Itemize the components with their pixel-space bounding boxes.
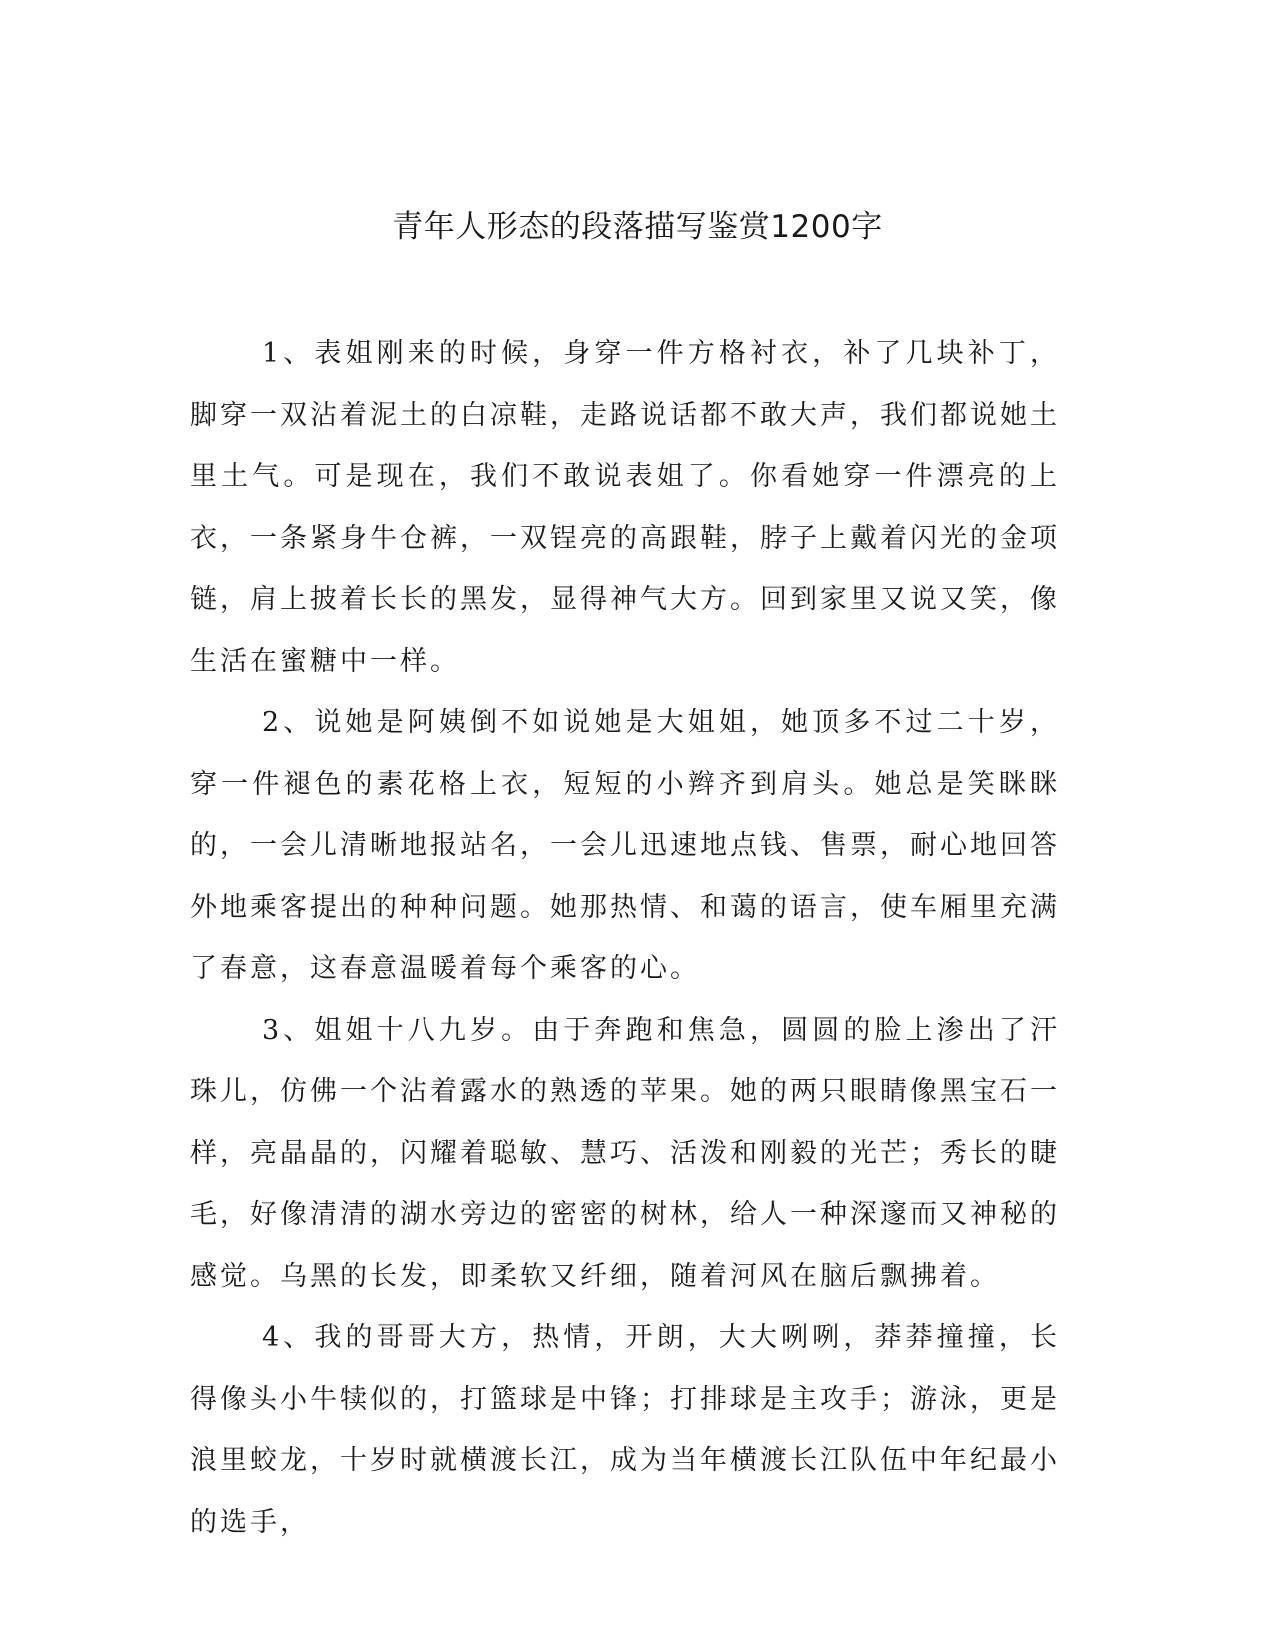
paragraph-1: 1、表姐刚来的时候，身穿一件方格衬衣，补了几块补丁，脚穿一双沾着泥土的白凉鞋，走路说话都不敢大声，我们都说她土里土气。可是现在，我们不敢说表姐了。你看她穿一件漂亮的上衣，一条紧身牛仓裤，一双锃亮的高跟鞋，脖子上戴着闪光的金项链，肩上披着长长的黑发，显得神气大方。回到家里又说又笑，像生活在蜜糖中一样。 (190, 338, 1060, 677)
page-title: 青年人形态的段落描写鉴赏1200字 (392, 209, 883, 245)
paragraph-4: 4、我的哥哥大方，热情，开朗，大大咧咧，莽莽撞撞，长得像头小牛犊似的，打篮球是中锋；打排球是主攻手；游泳，更是浪里蛟龙，十岁时就横渡长江，成为当年横渡长江队伍中年纪最小的选手， (190, 1322, 1060, 1538)
paragraph-2: 2、说她是阿姨倒不如说她是大姐姐，她顶多不过二十岁，穿一件褪色的素花格上衣，短短的小辫齐到肩头。她总是笑眯眯的，一会儿清晰地报站名，一会儿迅速地点钱、售票，耐心地回答外地乘客提出的种种问题。她那热情、和蔼的语言，使车厢里充满了春意，这春意温暖着每个乘客的心。 (190, 707, 1060, 984)
article-body (190, 323, 1060, 1553)
paragraph-3: 3、姐姐十八九岁。由于奔跑和焦急，圆圆的脸上渗出了汗珠儿，仿佛一个沾着露水的熟透的苹果。她的两只眼睛像黑宝石一样，亮晶晶的，闪耀着聪敏、慧巧、活泼和刚毅的光芒；秀长的睫毛，好像清清的湖水旁边的密密的树林，给人一种深邃而又神秘的感觉。乌黑的长发，即柔软又纤细，随着河风在脑后飘拂着。 (190, 1014, 1060, 1292)
